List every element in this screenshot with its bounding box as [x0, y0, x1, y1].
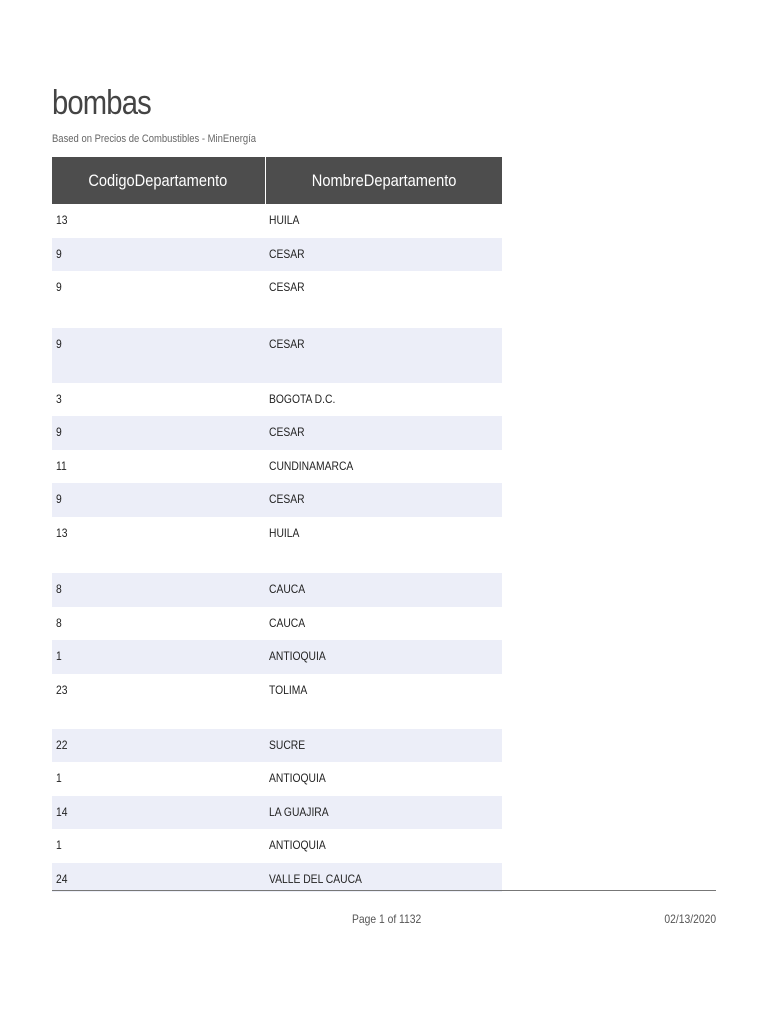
table-row [52, 450, 502, 483]
codigo-cell: 9 [52, 238, 265, 271]
nombre-cell: ANTIOQUIA [269, 771, 326, 785]
codigo-cell: 23 [56, 683, 68, 697]
table-row [52, 607, 502, 640]
page-number: Page 1 of 1132 [352, 912, 422, 926]
table-row [52, 674, 502, 729]
column-header-codigo[interactable]: CodigoDepartamento [52, 157, 265, 204]
table-row [52, 483, 502, 517]
column-header-nombre[interactable]: NombreDepartamento [265, 157, 502, 204]
table-row [52, 517, 502, 573]
nombre-cell: ANTIOQUIA [265, 640, 502, 674]
report-subtitle: Based on Precios de Combustibles - MinEnergía [52, 133, 257, 145]
nombre-cell: TOLIMA [269, 683, 308, 697]
codigo-cell: 9 [52, 416, 265, 450]
nombre-cell: CAUCA [265, 573, 502, 607]
codigo-cell: 13 [56, 526, 68, 540]
codigo-cell: 1 [56, 771, 62, 785]
nombre-cell: LA GUAJIRA [265, 796, 502, 829]
codigo-cell: 3 [56, 392, 62, 406]
table-row [52, 762, 502, 796]
table-row [52, 416, 502, 450]
table-header-row [52, 157, 502, 204]
codigo-cell: 8 [52, 573, 265, 607]
table-row [52, 238, 502, 271]
data-table [52, 157, 502, 892]
table-row [52, 796, 502, 829]
codigo-cell: 1 [52, 640, 265, 674]
table-row [52, 863, 502, 892]
nombre-cell: CESAR [265, 238, 502, 271]
report-title: bombas [52, 84, 151, 122]
nombre-cell: CAUCA [269, 616, 306, 630]
codigo-cell: 9 [52, 483, 265, 517]
table-row [52, 204, 502, 238]
codigo-cell: 14 [52, 796, 265, 829]
nombre-cell: CESAR [269, 280, 305, 294]
nombre-cell: CESAR [265, 416, 502, 450]
codigo-cell: 1 [56, 838, 62, 852]
nombre-cell: CESAR [265, 328, 502, 383]
table-row [52, 729, 502, 762]
nombre-cell: HUILA [269, 526, 300, 540]
table-row [52, 328, 502, 383]
codigo-cell: 11 [56, 459, 67, 473]
codigo-cell: 24 [52, 863, 265, 892]
table-row [52, 640, 502, 674]
nombre-cell: BOGOTA D.C. [269, 392, 336, 406]
codigo-cell: 8 [56, 616, 62, 630]
nombre-cell: CUNDINAMARCA [269, 459, 354, 473]
nombre-cell: SUCRE [265, 729, 502, 762]
nombre-cell: VALLE DEL CAUCA [265, 863, 502, 892]
table-row [52, 383, 502, 416]
codigo-cell: 13 [56, 213, 68, 227]
table-row [52, 829, 502, 863]
codigo-cell: 9 [56, 280, 62, 294]
nombre-cell: ANTIOQUIA [269, 838, 326, 852]
nombre-cell: HUILA [269, 213, 300, 227]
report-date: 02/13/2020 [664, 912, 716, 926]
footer-divider [52, 890, 716, 891]
table-row [52, 573, 502, 607]
codigo-cell: 9 [52, 328, 265, 383]
nombre-cell: CESAR [265, 483, 502, 517]
table-row [52, 271, 502, 328]
codigo-cell: 22 [52, 729, 265, 762]
